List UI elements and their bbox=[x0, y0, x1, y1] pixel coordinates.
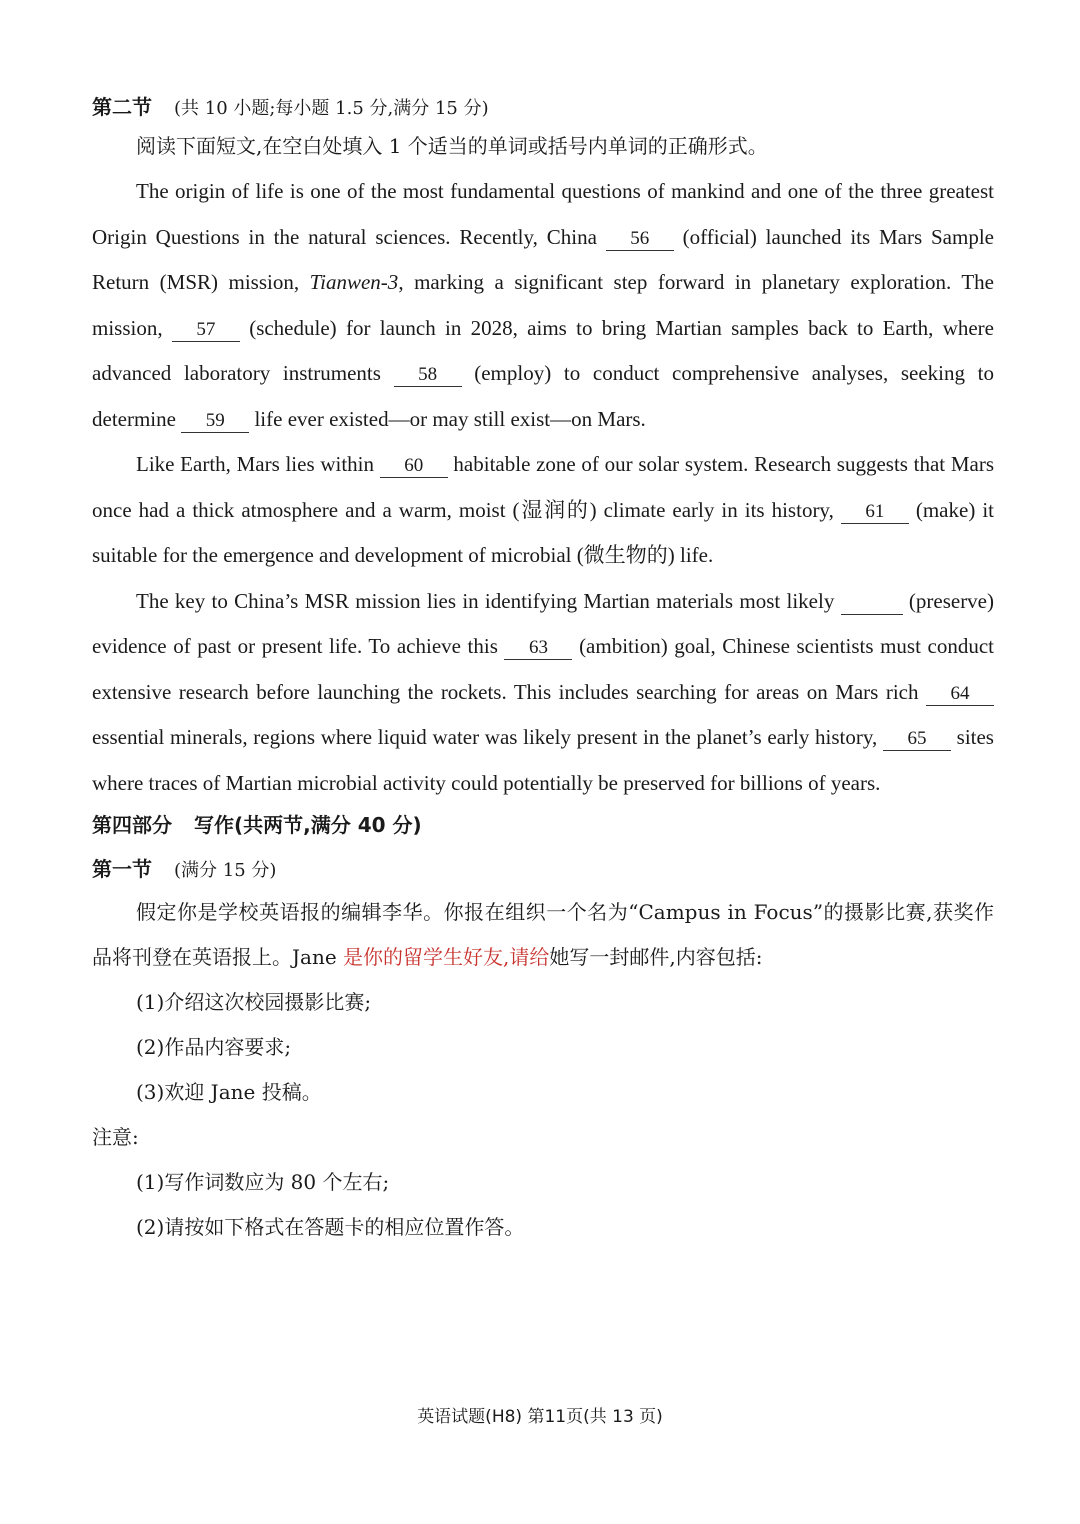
section1-heading bbox=[92, 854, 994, 886]
exam-page bbox=[92, 92, 994, 1250]
prompt-item-3: (3)欢迎 Jane 投稿。 bbox=[136, 1080, 322, 1104]
blank-56[interactable]: 56 bbox=[606, 228, 674, 251]
section2-label: 第二节 bbox=[92, 95, 152, 119]
notes-label: 注意: bbox=[92, 1125, 139, 1149]
section2-instruction: 阅读下面短文,在空白处填入 1 个适当的单词或括号内单词的正确形式。 bbox=[136, 134, 768, 158]
part4-title: 写作(共两节,满分 40 分) bbox=[194, 813, 422, 837]
passage-paragraph-1: The origin of life is one of the most fundamental questions of mankind and one of the three greatest Origin Questions in the natural sciences. Recently, China 56 (official) launched its Mars Sample Return (MSR) mission, Tianwen-3, marking a significant step forward in planetary exploration. The mission, 57 (schedule) for launch in 2028, aims to bring Martian samples back to Earth, where advanced laboratory instruments 58 (employ) to conduct comprehensive analyses, seeking to determine 59 life ever existed—or may still exist—on Mars. bbox=[92, 179, 995, 431]
part4-heading bbox=[92, 810, 994, 840]
part4-label: 第四部分 bbox=[92, 813, 172, 837]
blank-57[interactable]: 57 bbox=[172, 319, 240, 342]
blank-65[interactable]: 65 bbox=[883, 728, 951, 751]
page-footer: 英语试题(H8) 第11页(共 13 页) bbox=[417, 1407, 663, 1427]
mission-name: Tianwen-3 bbox=[309, 270, 399, 294]
blank-59[interactable]: 59 bbox=[181, 410, 249, 433]
section2-score: (共 10 小题;每小题 1.5 分,满分 15 分) bbox=[174, 98, 489, 119]
watermark-text: 是你的留学生好友,请给 bbox=[343, 945, 550, 969]
note-item-2: (2)请按如下格式在答题卡的相应位置作答。 bbox=[136, 1215, 525, 1239]
writing-prompt: 假定你是学校英语报的编辑李华。你报在组织一个名为“Campus in Focus”的摄影比赛,获奖作品将刊登在英语报上。Jane 是你的留学生好友,请给她写一封邮件,内容包括: bbox=[92, 900, 994, 969]
blank-63[interactable]: 63 bbox=[504, 637, 572, 660]
blank-62[interactable] bbox=[841, 592, 903, 615]
section1-score: (满分 15 分) bbox=[174, 860, 277, 881]
blank-61[interactable]: 61 bbox=[841, 501, 909, 524]
blank-64[interactable]: 64 bbox=[926, 683, 994, 706]
blank-58[interactable]: 58 bbox=[394, 364, 462, 387]
prompt-item-1: (1)介绍这次校园摄影比赛; bbox=[136, 990, 372, 1014]
section1-label: 第一节 bbox=[92, 857, 152, 881]
passage-paragraph-3: The key to China’s MSR mission lies in identifying Martian materials most likely (preserve) evidence of past or present life. To achieve this 63 (ambition) goal, Chinese scientists must conduct extensive research before launching the rockets. This includes searching for areas on Mars rich 64 essential minerals, regions where liquid water was likely present in the planet’s early history, 65 sites where traces of Martian microbial activity could potentially be preserved for billions of years. bbox=[92, 588, 994, 795]
passage-paragraph-2: Like Earth, Mars lies within 60 habitable zone of our solar system. Research suggests that Mars once had a thick atmosphere and a warm, moist (湿润的) climate early in its history, 61 (make) it suitable for the emergence and development of microbial (微生物的) life. bbox=[92, 452, 995, 567]
note-item-1: (1)写作词数应为 80 个左右; bbox=[136, 1170, 390, 1194]
blank-60[interactable]: 60 bbox=[380, 455, 448, 478]
prompt-item-2: (2)作品内容要求; bbox=[136, 1035, 292, 1059]
section2-heading bbox=[92, 92, 994, 124]
